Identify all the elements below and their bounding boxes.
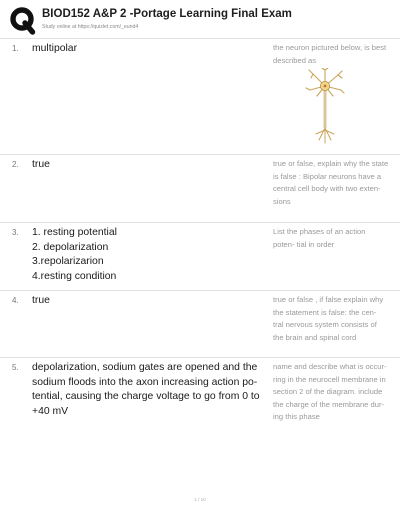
card-number: 5.: [12, 363, 19, 372]
answer-line: 2. depolarization: [32, 241, 109, 253]
flashcard-row: [0, 357, 400, 457]
card-answer: [32, 361, 268, 419]
answer-line: depolarization, sodium gates are opened and the sodium floods into the axon increasing action po- tential, causing the charge voltage to go from 0 to +40 mV: [32, 362, 260, 417]
card-term: List the phases of an action poten- tial in order: [273, 227, 366, 249]
card-term: the neuron pictured below, is best described as: [273, 43, 387, 65]
answer-line: true: [32, 295, 50, 306]
card-number: 3.: [12, 228, 19, 237]
card-term: true or false, explain why the state is false : Bipolar neurons have a central cell body with two exten- sions: [273, 159, 389, 206]
page-header: [10, 7, 390, 37]
answer-line: 4.resting condition: [32, 270, 117, 282]
flashcard-row: [0, 222, 400, 290]
card-answer: [32, 226, 268, 284]
answer-line: 3.repolarizarion: [32, 256, 104, 267]
study-link[interactable]: Study online at https://quizlet.com/_eund4: [42, 24, 139, 30]
answer-line: 1. resting potential: [32, 227, 117, 238]
page-number: 1 / 10: [194, 497, 206, 502]
answer-line: true: [32, 159, 50, 170]
card-number: 4.: [12, 296, 19, 305]
card-answer: [32, 158, 268, 173]
card-term: name and describe what is occur- ring in the neurocell membrane in section 2 of the diagram. include the charge of the membrane dur- ing this phase: [273, 362, 387, 421]
flashcard-row: [0, 154, 400, 222]
card-answer: [32, 42, 268, 57]
flashcard-row: [0, 290, 400, 357]
quizlet-logo-icon: [10, 7, 36, 35]
card-number: 1.: [12, 44, 19, 53]
page-title: BIOD152 A&P 2 -Portage Learning Final Exam: [42, 8, 292, 20]
card-answer: [32, 294, 268, 309]
neuron-illustration: [305, 68, 345, 144]
card-number: 2.: [12, 160, 19, 169]
answer-line: multipolar: [32, 43, 78, 54]
flashcard-row: [0, 38, 400, 154]
card-term: true or false , if false explain why the statement is false: the cen- tral nervous system consists of the brain and spinal cord: [273, 295, 384, 342]
